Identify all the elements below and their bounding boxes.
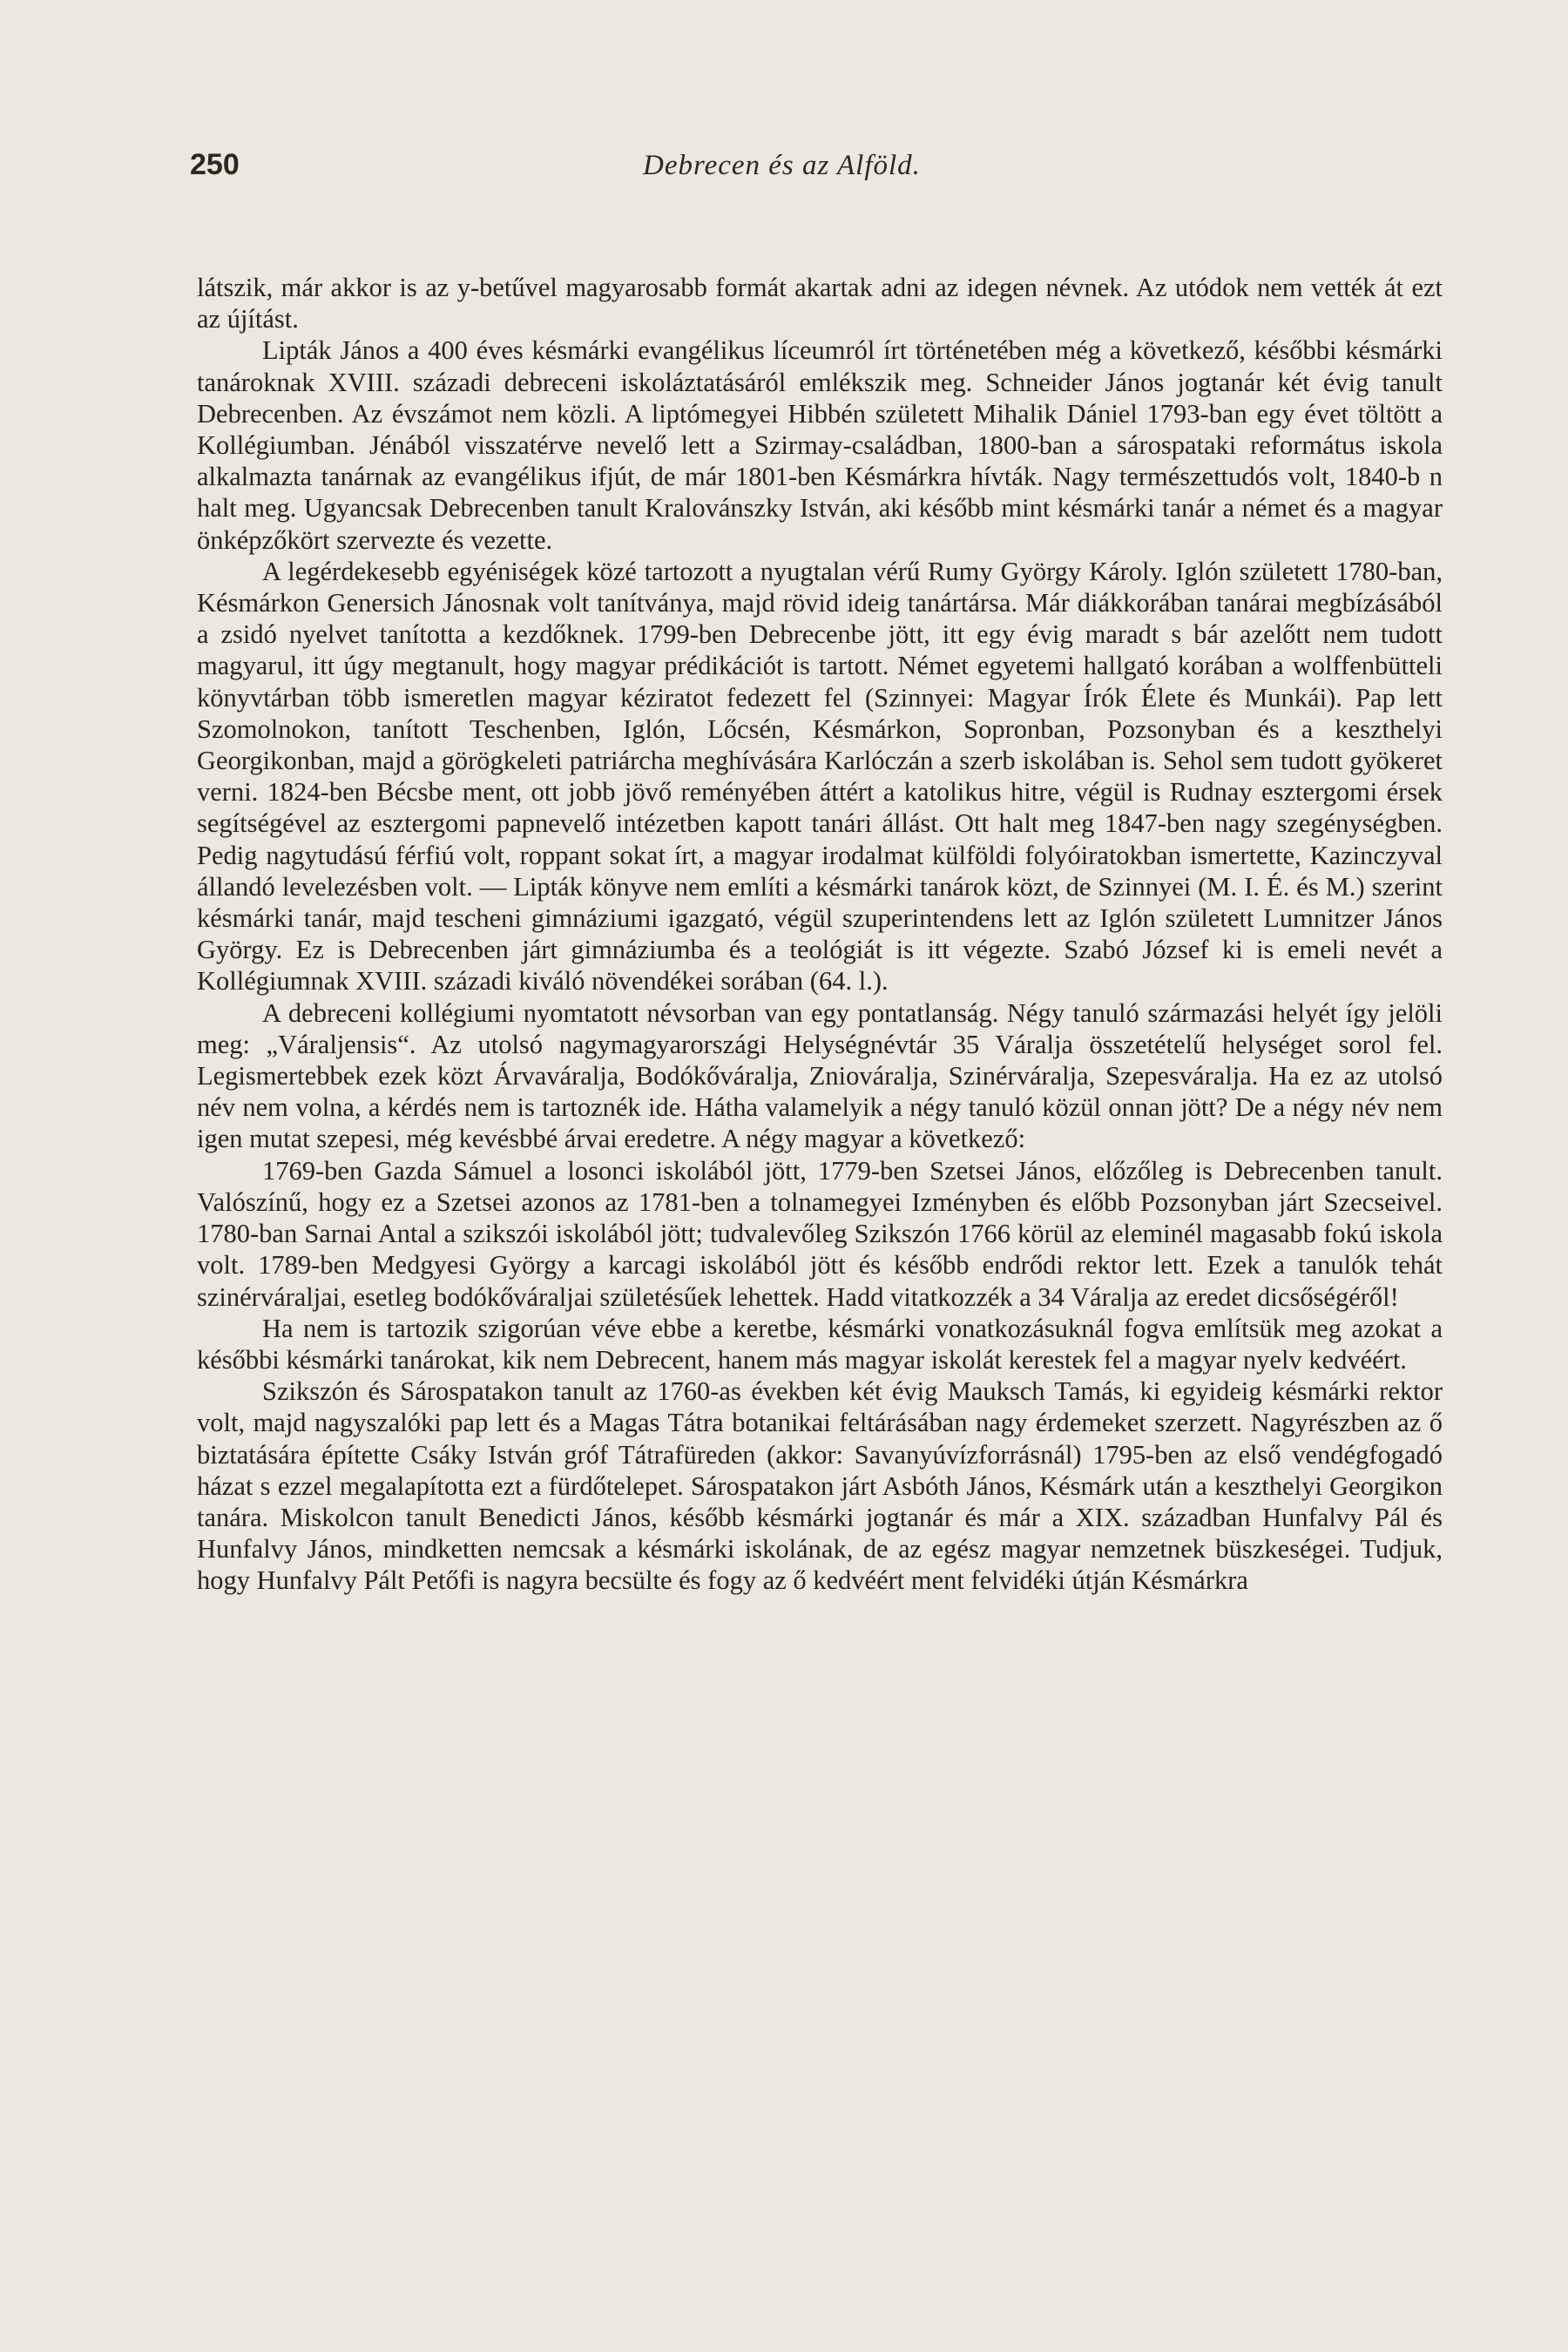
paragraph: A debreceni kollégiumi nyomtatott névsorban van egy pontatlanság. Négy tanuló származási helyét így jelöli meg: „Váraljensis“. Az utolsó nagymagyarországi Helységnévtár 35 Váralja összetételű helységet sorol fel. Legismertebbek ezek közt Árvaváralja, Bodókőváralja, Zniováralja, Szinérváralja, Szepesváralja. Ha ez az utolsó név nem volna, a kérdés nem is tartoznék ide. Hátha valamelyik a négy tanuló közül onnan jött? De a négy név nem igen mutat szepesi, még kevésbbé árvai eredetre. A négy magyar a következő: <box>197 997 1443 1154</box>
paragraph: 1769-ben Gazda Sámuel a losonci iskolából jött, 1779-ben Szetsei János, előzőleg is Debrecenben tanult. Valószínű, hogy ez a Szetsei azonos az 1781-ben a tolnamegyei Izményben és előbb Pozsonyban járt Szecseivel. 1780-ban Sarnai Antal a szikszói iskolából jött; tudvalevőleg Szikszón 1766 körül az eleminél magasabb fokú iskola volt. 1789-ben Medgyesi György a karcagi iskolából jött és később endrődi rektor lett. Ezek a tanulók tehát szinérváraljai, esetleg bodókőváraljai születésűek lehettek. Hadd vitatkozzék a 34 Váralja az eredet dicsőségéről! <box>197 1155 1443 1312</box>
paragraph: látszik, már akkor is az y-betűvel magyarosabb formát akartak adni az idegen névnek. Az utódok nem vették át ezt az újítást. <box>197 273 1443 335</box>
body-text <box>197 272 1443 1597</box>
page-number: 250 <box>190 148 240 181</box>
paragraph: Lipták János a 400 éves késmárki evangélikus líceumról írt történetében még a következő, későbbi késmárki tanároknak XVIII. századi debreceni iskoláztatásáról emlékszik meg. Schneider János jogtanár két évig tanult Debrecenben. Az évszámot nem közli. A liptómegyei Hibbén született Mihalik Dániel 1793-ban egy évet töltött a Kollégiumban. Jénából visszatérve nevelő lett a Szirmay-családban, 1800-ban a sárospataki református iskola alkalmazta tanárnak az evangélikus ifjút, de már 1801-ben Késmárkra hívták. Nagy természettudós volt, 1840-b n halt meg. Ugyancsak Debrecenben tanult Kralovánszky István, aki később mint késmárki tanár a német és a magyar önképzőkört szervezte és vezette. <box>197 335 1443 555</box>
paragraph: Ha nem is tartozik szigorúan véve ebbe a keretbe, késmárki vonatkozásuknál fogva említsük meg azokat a későbbi késmárki tanárokat, kik nem Debrecent, hanem más magyar iskolát kerestek fel a magyar nyelv kedvéért. <box>197 1313 1443 1375</box>
paragraph: A legérdekesebb egyéniségek közé tartozott a nyugtalan vérű Rumy György Károly. Iglón született 1780-ban, Késmárkon Genersich Jánosnak volt tanítványa, majd rövid ideig tanártársa. Már diákkorában tanárai megbízásából a zsidó nyelvet tanította a kezdőknek. 1799-ben Debrecenbe jött, itt egy évig maradt s bár azelőtt nem tudott magyarul, itt úgy megtanult, hogy magyar prédikációt is tartott. Német egyetemi hallgató korában a wolffenbütteli könyvtárban több ismeretlen magyar kéziratot fedezett fel (Szinnyei: Magyar Írók Élete és Munkái). Pap lett Szomolnokon, tanított Teschenben, Iglón, Lőcsén, Késmárkon, Sopronban, Pozsonyban és a keszthelyi Georgikonban, majd a görögkeleti patriárcha meghívására Karlóczán a szerb iskolában is. Sehol sem tudott gyökeret verni. 1824-ben Bécsbe ment, ott jobb jövő reményében áttért a katolikus hitre, végül is Rudnay esztergomi érsek segítségével az esztergomi papnevelő intézetben kapott tanári állást. Ott halt meg 1847-ben nagy szegénységben. Pedig nagytudású férfiú volt, roppant sokat írt, a magyar irodalmat külföldi folyóiratokban ismertette, Kazinczyval állandó levelezésben volt. — Lipták könyve nem említi a késmárki tanárok közt, de Szinnyei (M. I. É. és M.) szerint késmárki tanár, majd tescheni gimnáziumi igazgató, végül szuperintendens lett az Iglón született Lumnitzer János György. Ez is Debrecenben járt gimnáziumba és a teológiát is itt végezte. Szabó József ki is emeli nevét a Kollégiumnak XVIII. századi kiváló növendékei sorában (64. l.). <box>197 556 1443 997</box>
page-header <box>190 148 1444 192</box>
running-title: Debrecen és az Alföld. <box>643 150 921 181</box>
paragraph: Szikszón és Sárospatakon tanult az 1760-as években két évig Mauksch Tamás, ki egyideig késmárki rektor volt, majd nagyszalóki pap lett és a Magas Tátra botanikai feltárásában nagy érdemeket szerzett. Nagyrészben az ő biztatására építette Csáky István gróf Tátrafüreden (akkor: Savanyúvízforrásnál) 1795-ben az első vendégfogadó házat s ezzel megalapította ezt a fürdőtelepet. Sárospatakon járt Asbóth János, Késmárk után a keszthelyi Georgikon tanára. Miskolcon tanult Benedicti János, később késmárki jogtanár és már a XIX. században Hunfalvy Pál és Hunfalvy János, mindketten nemcsak a késmárki iskolának, de az egész magyar nemzetnek büszkeségei. Tudjuk, hogy Hunfalvy Pált Petőfi is nagyra becsülte és fogy az ő kedvéért ment felvidéki útján Késmárkra <box>197 1376 1443 1596</box>
